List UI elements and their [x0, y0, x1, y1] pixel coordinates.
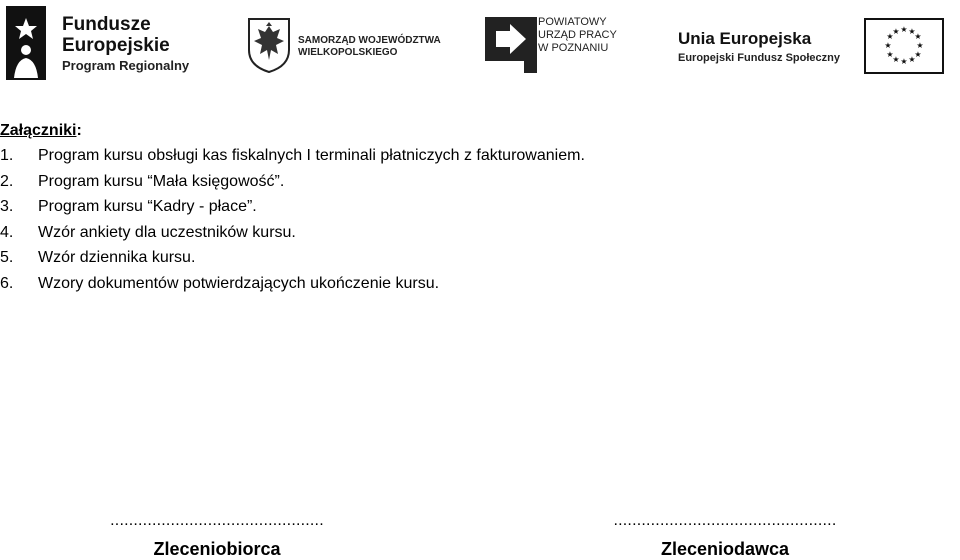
signature-line: ..............................................	[110, 512, 324, 529]
attachments-heading-colon: :	[76, 122, 82, 139]
fundusze-europejskie-logo	[2, 4, 202, 82]
svg-text:★: ★	[884, 41, 892, 50]
client-label: Zleceniodawca	[660, 539, 790, 559]
svg-text:★: ★	[900, 57, 908, 66]
unia-europejska-logo	[676, 16, 956, 78]
attachment-item	[0, 169, 940, 195]
attachment-item	[0, 194, 940, 220]
fundusze-logo-line1: Fundusze	[62, 14, 151, 35]
fundusze-europejskie-mark-icon	[4, 4, 48, 82]
attachment-text: Wzór ankiety dla uczestników kursu.	[38, 223, 296, 241]
attachments-section	[0, 119, 940, 296]
pup-logo-line2: URZĄD PRACY	[538, 29, 617, 41]
attachment-text: Wzory dokumentów potwierdzających ukończenie kursu.	[38, 274, 440, 292]
attachments-heading	[0, 119, 940, 143]
attachment-text: Wzór dziennika kursu.	[38, 249, 196, 266]
svg-text:★: ★	[900, 25, 908, 34]
samorzad-logo-line1: SAMORZĄD WOJEWÓDZTWA	[298, 35, 441, 46]
logo-header	[0, 0, 960, 90]
attachment-number: 1.	[0, 147, 14, 164]
svg-text:★: ★	[886, 32, 894, 41]
attachments-heading-text: Załączniki	[0, 122, 77, 139]
samorzad-logo-line2: WIELKOPOLSKIEGO	[298, 47, 398, 58]
pup-logo-line1: POWIATOWY	[538, 16, 607, 28]
attachment-text: Program kursu “Mała księgowość”.	[38, 172, 285, 190]
svg-text:★: ★	[914, 32, 922, 41]
svg-text:★: ★	[886, 50, 894, 59]
client-signature	[575, 512, 875, 560]
attachment-item	[0, 220, 940, 246]
contractor-signature	[74, 512, 360, 560]
attachment-text: Program kursu obsługi kas fiskalnych I terminali płatniczych z fakturowaniem.	[38, 147, 585, 164]
eu-flag-icon	[864, 18, 944, 74]
ue-logo-line1: Unia Europejska	[678, 29, 812, 48]
attachment-number: 3.	[0, 198, 14, 215]
attachments-list	[0, 143, 940, 296]
attachment-number: 6.	[0, 274, 14, 292]
attachment-number: 4.	[0, 223, 14, 241]
powiatowy-urzad-pracy-logo	[484, 14, 634, 76]
svg-text:★: ★	[892, 27, 900, 36]
arrow-sign-icon	[484, 14, 540, 76]
attachment-item	[0, 271, 940, 297]
contractor-label: Zleceniobiorca	[153, 539, 281, 559]
signature-line: ................................................	[613, 512, 837, 529]
attachment-text: Program kursu “Kadry - płace”.	[38, 198, 257, 215]
eagle-coat-of-arms-icon	[246, 16, 292, 74]
pup-logo-line3: W POZNANIU	[538, 42, 609, 54]
svg-text:★: ★	[892, 55, 900, 64]
svg-text:★: ★	[916, 41, 924, 50]
fundusze-logo-line2: Europejskie	[62, 35, 170, 56]
ue-logo-line2: Europejski Fundusz Społeczny	[678, 52, 840, 64]
samorzad-wojewodztwa-logo	[244, 16, 444, 76]
svg-text:★: ★	[908, 55, 916, 64]
attachment-item	[0, 143, 940, 169]
attachment-item	[0, 245, 940, 271]
svg-text:★: ★	[908, 27, 916, 36]
attachment-number: 5.	[0, 249, 14, 266]
attachment-number: 2.	[0, 172, 14, 190]
svg-text:★: ★	[914, 50, 922, 59]
fundusze-logo-line3: Program Regionalny	[62, 58, 190, 73]
